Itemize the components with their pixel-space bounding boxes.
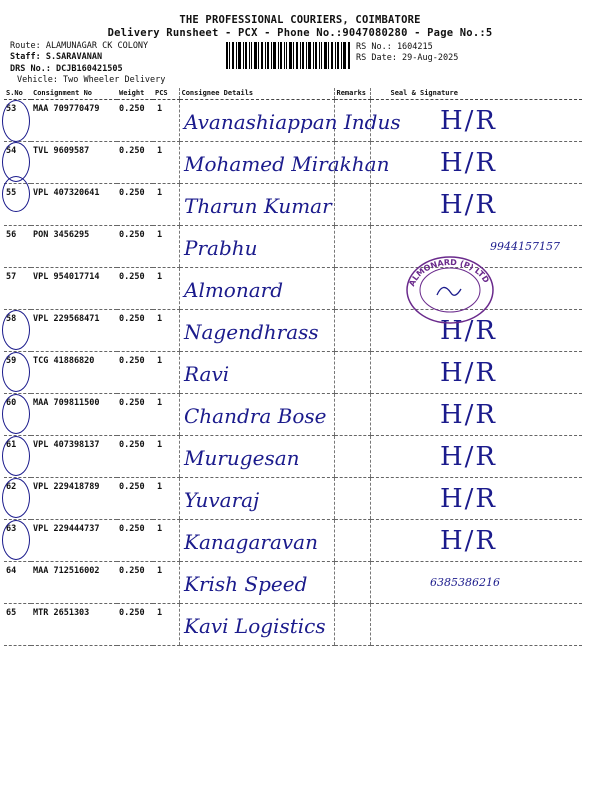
sno-circle (2, 520, 30, 560)
pcs-cell: 1 (153, 352, 179, 394)
pcs-cell: 1 (153, 562, 179, 604)
pcs-cell: 1 (153, 394, 179, 436)
pcs-cell: 1 (153, 310, 179, 352)
sno-circle (2, 310, 30, 350)
col-header-consignee: Consignee Details (179, 88, 334, 100)
col-header-seal: Seal & Signature (370, 88, 582, 100)
remarks-cell (334, 478, 370, 520)
sno-cell: 53 (4, 100, 31, 142)
weight-cell: 0.250 (117, 436, 153, 478)
consignment-cell: PON 3456295 (31, 226, 117, 268)
pcs-cell: 1 (153, 184, 179, 226)
col-header-consignment: Consignment No (31, 88, 117, 100)
pcs-cell: 1 (153, 520, 179, 562)
col-header-pcs: PCS (153, 88, 179, 100)
consignment-cell: MTR 2651303 (31, 604, 117, 646)
sno-circle (2, 394, 30, 434)
weight-cell: 0.250 (117, 226, 153, 268)
sno-cell: 56 (4, 226, 31, 268)
consignee-handwriting: Chandra Bose (184, 404, 327, 428)
remarks-cell (334, 310, 370, 352)
sno-cell: 63 (4, 520, 31, 562)
sno-cell: 58 (4, 310, 31, 352)
remarks-cell (334, 184, 370, 226)
barcode (226, 42, 350, 69)
consignment-cell: TVL 9609587 (31, 142, 117, 184)
pcs-cell: 1 (153, 142, 179, 184)
seal-cell (370, 604, 582, 646)
sno-circle (2, 176, 30, 212)
consignee-handwriting: Prabhu (184, 236, 258, 260)
handwritten-phone: 9944157157 (490, 240, 560, 253)
consignee-handwriting: Avanashiappan Indus (184, 110, 401, 134)
consignee-handwriting: Krish Speed (184, 572, 308, 596)
weight-cell: 0.250 (117, 310, 153, 352)
handwritten-signature: H/R (440, 190, 498, 220)
handwritten-signature: H/R (440, 316, 498, 346)
pcs-cell: 1 (153, 478, 179, 520)
weight-cell: 0.250 (117, 520, 153, 562)
consignment-cell: VPL 407398137 (31, 436, 117, 478)
weight-cell: 0.250 (117, 352, 153, 394)
company-seal-stamp (405, 255, 495, 325)
handwritten-signature: H/R (440, 148, 498, 178)
handwritten-signature: H/R (440, 442, 498, 472)
consignee-handwriting: Ravi (184, 362, 230, 386)
sno-cell: 59 (4, 352, 31, 394)
sno-circle (2, 352, 30, 392)
remarks-cell (334, 352, 370, 394)
consignment-cell: MAA 712516002 (31, 562, 117, 604)
handwritten-signature: H/R (440, 358, 498, 388)
col-header-sno: S.No (4, 88, 31, 100)
sno-circle (2, 478, 30, 518)
consignment-cell: VPL 229418789 (31, 478, 117, 520)
remarks-cell (334, 562, 370, 604)
handwritten-signature: H/R (440, 526, 498, 556)
remarks-cell (334, 436, 370, 478)
weight-cell: 0.250 (117, 100, 153, 142)
col-header-weight: Weight (117, 88, 153, 100)
sno-circle (2, 100, 30, 142)
pcs-cell: 1 (153, 268, 179, 310)
drs-label: DRS No.: DCJB160421505 (10, 64, 123, 74)
table-row (4, 268, 582, 310)
weight-cell: 0.250 (117, 142, 153, 184)
sno-cell: 54 (4, 142, 31, 184)
consignee-handwriting: Kanagaravan (184, 530, 318, 554)
col-header-remarks: Remarks (334, 88, 370, 100)
handwritten-signature: H/R (440, 484, 498, 514)
vehicle-label: Vehicle: Two Wheeler Delivery (17, 75, 166, 85)
handwritten-phone: 6385386216 (430, 576, 500, 589)
route-label: Route: ALAMUNAGAR CK COLONY (10, 41, 149, 51)
consignee-handwriting: Mohamed Mirakhan (184, 152, 390, 176)
company-title: THE PROFESSIONAL COURIERS, COIMBATORE (179, 14, 421, 26)
consignment-cell: VPL 407320641 (31, 184, 117, 226)
sno-cell: 57 (4, 268, 31, 310)
remarks-cell (334, 604, 370, 646)
sno-cell: 62 (4, 478, 31, 520)
consignee-handwriting: Tharun Kumar (184, 194, 332, 218)
rs-number: RS No.: 1604215 (356, 42, 433, 52)
runsheet-subtitle: Delivery Runsheet - PCX - Phone No.:9047080280 - Page No.:5 (107, 27, 493, 39)
consignee-handwriting: Murugesan (184, 446, 300, 470)
pcs-cell: 1 (153, 100, 179, 142)
weight-cell: 0.250 (117, 478, 153, 520)
weight-cell: 0.250 (117, 604, 153, 646)
remarks-cell (334, 520, 370, 562)
pcs-cell: 1 (153, 436, 179, 478)
sno-cell: 55 (4, 184, 31, 226)
consignment-cell: MAA 709770479 (31, 100, 117, 142)
staff-label: Staff: S.SARAVANAN (10, 52, 103, 62)
consignee-handwriting: Yuvaraj (184, 488, 260, 512)
consignment-cell: TCG 41886820 (31, 352, 117, 394)
sno-cell: 65 (4, 604, 31, 646)
sno-circle (2, 436, 30, 476)
sno-cell: 60 (4, 394, 31, 436)
pcs-cell: 1 (153, 604, 179, 646)
weight-cell: 0.250 (117, 184, 153, 226)
pcs-cell: 1 (153, 226, 179, 268)
stamp-text: ALMONARD (P) LTD (407, 257, 491, 288)
sno-cell: 61 (4, 436, 31, 478)
rs-date: RS Date: 29-Aug-2025 (356, 53, 459, 63)
remarks-cell (334, 394, 370, 436)
weight-cell: 0.250 (117, 562, 153, 604)
consignment-cell: MAA 709811500 (31, 394, 117, 436)
consignment-cell: VPL 954017714 (31, 268, 117, 310)
weight-cell: 0.250 (117, 394, 153, 436)
handwritten-signature: H/R (440, 106, 498, 136)
consignee-handwriting: Almonard (184, 278, 284, 302)
consignment-cell: VPL 229568471 (31, 310, 117, 352)
sno-cell: 64 (4, 562, 31, 604)
handwritten-signature: H/R (440, 400, 498, 430)
consignee-handwriting: Kavi Logistics (184, 614, 326, 638)
consignment-cell: VPL 229444737 (31, 520, 117, 562)
table-header-row (4, 88, 582, 100)
remarks-cell (334, 226, 370, 268)
weight-cell: 0.250 (117, 268, 153, 310)
consignee-handwriting: Nagendhrass (184, 320, 319, 344)
remarks-cell (334, 268, 370, 310)
